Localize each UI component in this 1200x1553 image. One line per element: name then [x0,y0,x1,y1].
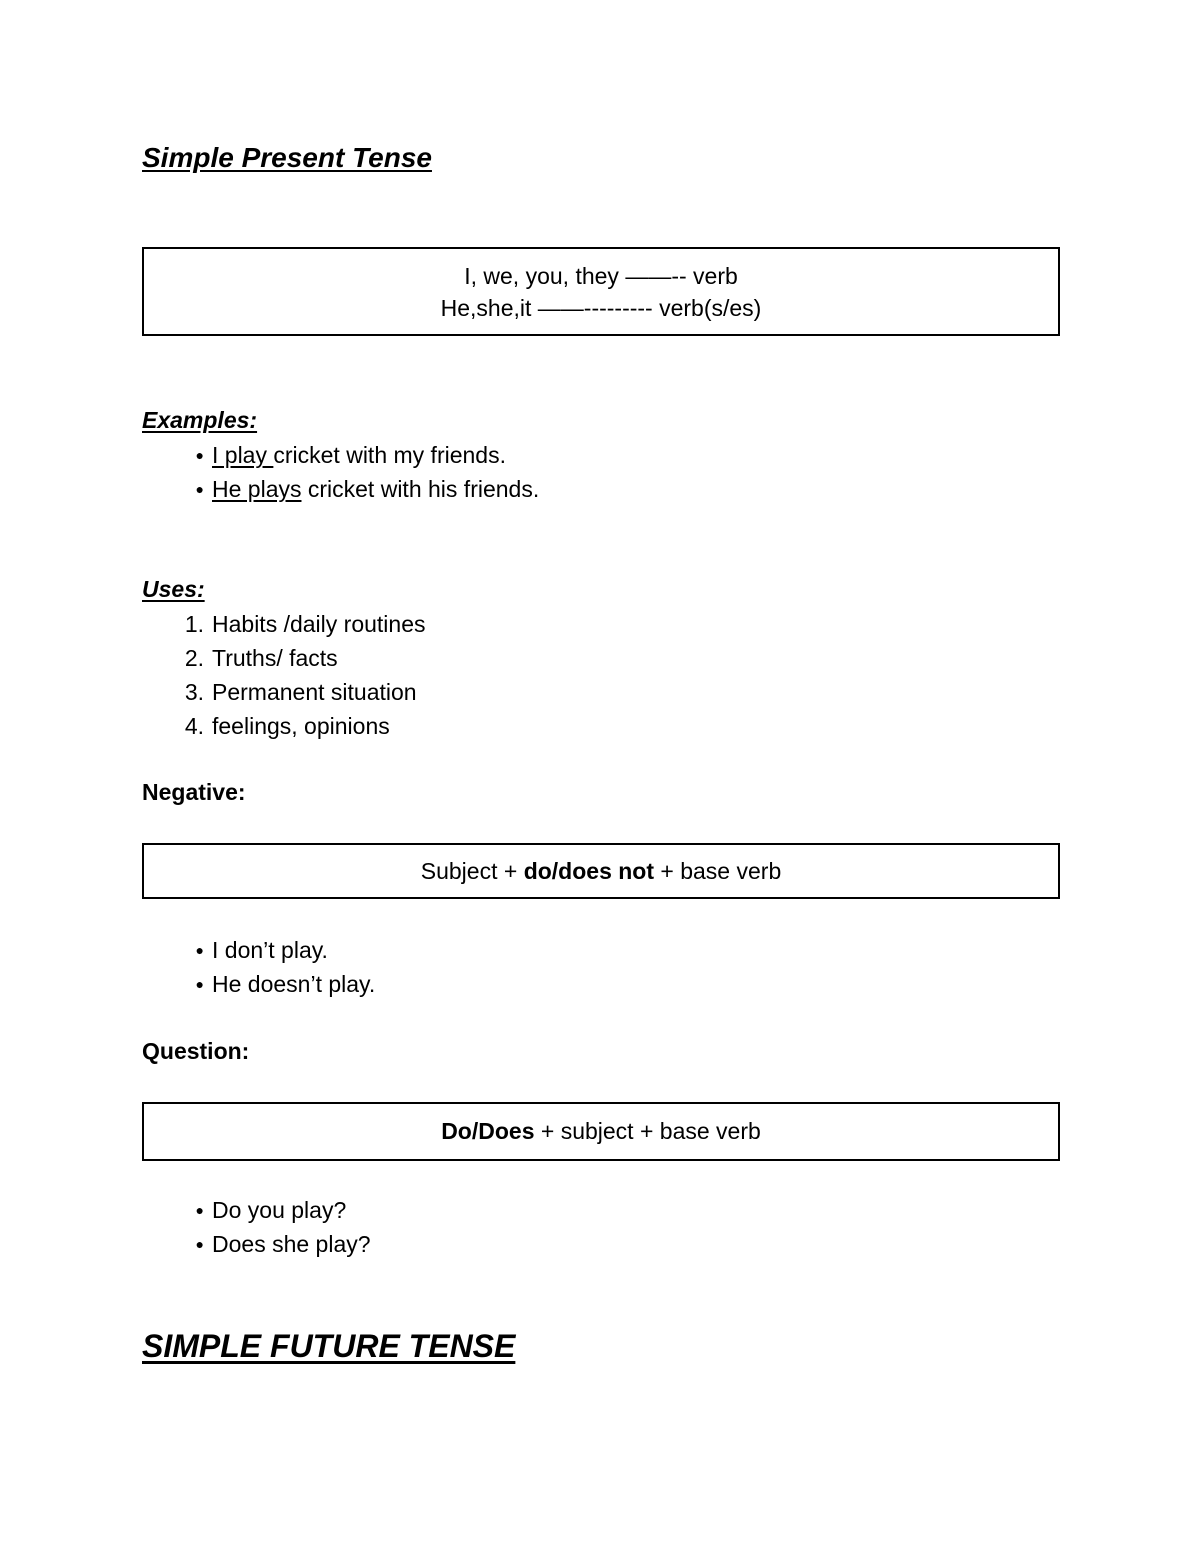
question-examples-list [142,1193,371,1261]
list-item [142,472,539,506]
list-number: 3. [184,679,204,705]
list-number: 4. [184,713,204,739]
uses-heading: Uses: [142,576,205,602]
conjugation-rule-box [142,247,1060,336]
list-item [142,1227,371,1261]
next-section-title: SIMPLE FUTURE TENSE [142,1328,516,1364]
list-number: 2. [184,645,204,671]
use-text: feelings, opinions [212,713,390,739]
formula-text: + base verb [654,858,782,884]
example-subject-verb: He plays [212,476,302,502]
list-item [142,438,539,472]
bullet-icon: ● [195,976,204,992]
page-title: Simple Present Tense [142,142,432,173]
list-item [142,641,426,675]
example-text: He doesn’t play. [212,971,376,997]
rule-line-plural: I, we, you, they ——-- verb [464,263,738,289]
list-number: 1. [184,611,204,637]
list-item [142,675,426,709]
example-text: Do you play? [212,1197,347,1223]
question-heading: Question: [142,1038,250,1064]
example-subject-verb: I play [212,442,274,468]
example-text: Does she play? [212,1231,371,1257]
negative-heading: Negative: [142,779,246,805]
question-formula-box [142,1102,1060,1161]
use-text: Habits /daily routines [212,611,426,637]
list-item [142,933,375,967]
example-rest: cricket with his friends. [301,476,540,502]
negative-examples-list [142,933,375,1001]
list-item [142,967,375,1001]
bullet-icon: ● [195,1236,204,1252]
bullet-icon: ● [195,447,204,463]
list-item [142,1193,371,1227]
formula-bold-text: Do/Does [441,1118,535,1144]
bullet-icon: ● [195,942,204,958]
use-text: Truths/ facts [212,645,338,671]
rule-line-singular: He,she,it ——--------- verb(s/es) [440,295,762,321]
uses-list [142,607,426,743]
list-item [142,709,426,743]
formula-text: Subject + [420,858,524,884]
bullet-icon: ● [195,481,204,497]
formula-bold-text: do/does not [523,858,655,884]
example-rest: cricket with my friends. [273,442,506,468]
use-text: Permanent situation [212,679,417,705]
formula-text: + subject + base verb [534,1118,761,1144]
examples-heading: Examples: [142,407,258,433]
list-item [142,607,426,641]
examples-list [142,438,539,506]
bullet-icon: ● [195,1202,204,1218]
example-text: I don’t play. [212,937,328,963]
negative-formula-box [142,843,1060,899]
